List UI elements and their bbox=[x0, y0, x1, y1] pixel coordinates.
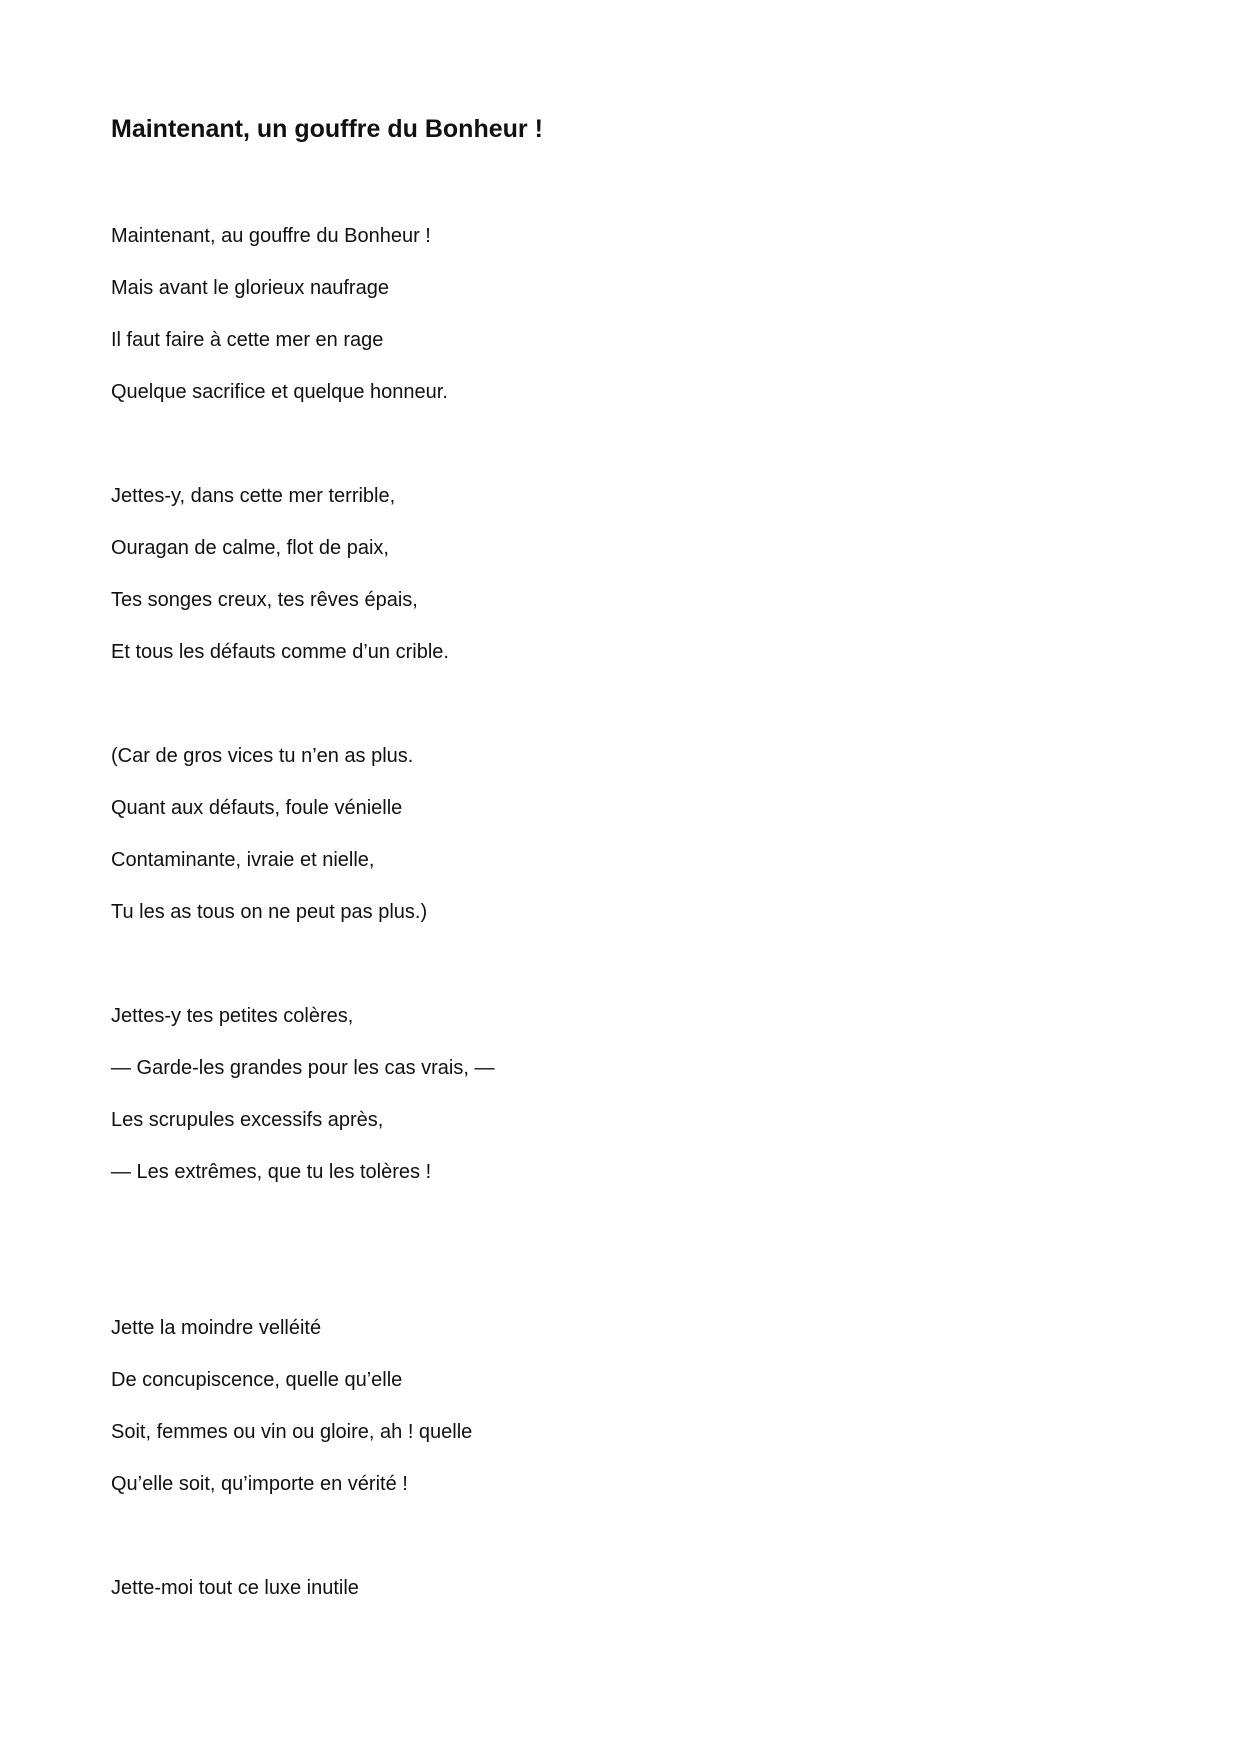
poem-line: Ouragan de calme, flot de paix, bbox=[111, 537, 389, 559]
poem-line: (Car de gros vices tu n’en as plus. bbox=[111, 745, 414, 767]
poem-line: Il faut faire à cette mer en rage bbox=[111, 329, 384, 351]
poem-line: — Les extrêmes, que tu les tolères ! bbox=[111, 1161, 432, 1183]
poem-line: Jette la moindre velléité bbox=[111, 1317, 322, 1339]
poem-line: Quant aux défauts, foule vénielle bbox=[111, 797, 403, 819]
poem-line: Qu’elle soit, qu’importe en vérité ! bbox=[111, 1473, 408, 1495]
poem-line: Quelque sacrifice et quelque honneur. bbox=[111, 381, 448, 403]
poem-line: De concupiscence, quelle qu’elle bbox=[111, 1369, 403, 1391]
poem-line: Soit, femmes ou vin ou gloire, ah ! quelle bbox=[111, 1421, 473, 1443]
poem-line: Tes songes creux, tes rêves épais, bbox=[111, 589, 418, 611]
poem-line: Mais avant le glorieux naufrage bbox=[111, 277, 389, 299]
poem-line: — Garde-les grandes pour les cas vrais, — bbox=[111, 1057, 495, 1079]
poem-line: Jette-moi tout ce luxe inutile bbox=[111, 1577, 359, 1599]
poem-line: Tu les as tous on ne peut pas plus.) bbox=[111, 901, 428, 923]
poem-title: Maintenant, un gouffre du Bonheur ! bbox=[111, 115, 543, 143]
poem-line: Les scrupules excessifs après, bbox=[111, 1109, 384, 1131]
poem-line: Contaminante, ivraie et nielle, bbox=[111, 849, 375, 871]
poem-line: Jettes-y tes petites colères, bbox=[111, 1005, 354, 1027]
poem-line: Jettes-y, dans cette mer terrible, bbox=[111, 485, 396, 507]
poem-line: Et tous les défauts comme d’un crible. bbox=[111, 641, 449, 663]
poem-line: Maintenant, au gouffre du Bonheur ! bbox=[111, 225, 431, 247]
